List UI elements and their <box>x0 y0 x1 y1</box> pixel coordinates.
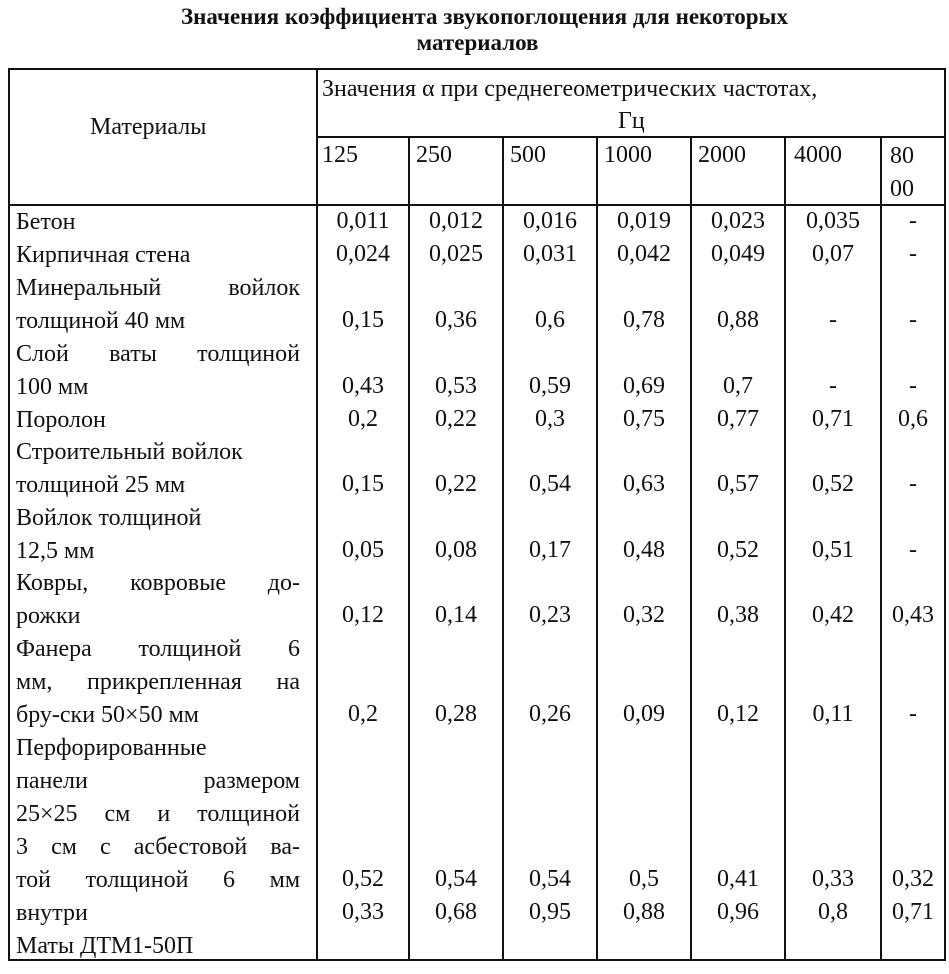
header-unit: Гц <box>618 108 645 134</box>
material-dtm-mats <box>16 930 300 963</box>
material-line: Слой ваты толщиной <box>16 341 300 367</box>
value-cell: 0,07 <box>812 241 854 267</box>
value-cell: 0,57 <box>717 471 759 497</box>
material-line: 25×25 см и толщиной <box>16 801 300 827</box>
material-line: Войлок толщиной <box>16 505 202 531</box>
value-cell: 0,14 <box>435 602 477 628</box>
material-building-felt <box>16 436 300 502</box>
material-line: Поролон <box>16 407 106 433</box>
value-cell: 0,012 <box>429 208 483 234</box>
material-line: Перфорированные <box>16 735 207 761</box>
value-cell: 0,011 <box>336 208 390 234</box>
header-freq-125: 125 <box>322 142 358 168</box>
value-cell: 0,96 <box>717 899 759 925</box>
header-values: Значения α при среднегеометрических частотах, <box>322 76 818 102</box>
value-cell: 0,43 <box>342 373 384 399</box>
material-line: толщиной 40 мм <box>16 308 186 334</box>
material-line: бру-ски 50×50 мм <box>16 702 199 728</box>
title-line-1: Значения коэффициента звукопоглощения для некоторых <box>181 4 788 29</box>
material-line: Строительный войлок <box>16 439 243 465</box>
value-cell: 0,52 <box>717 537 759 563</box>
value-cell: - <box>909 241 917 267</box>
material-felt <box>16 502 300 568</box>
value-cell: 0,28 <box>435 701 477 727</box>
material-line: Кирпичная стена <box>16 242 191 268</box>
value-cell: 0,15 <box>342 471 384 497</box>
value-cell: 0,43 <box>892 602 934 628</box>
value-cell: 0,52 <box>812 471 854 497</box>
value-cell: 0,69 <box>623 373 665 399</box>
value-cell: 0,3 <box>535 406 565 432</box>
value-cell: 0,049 <box>711 241 765 267</box>
value-cell: 0,68 <box>435 899 477 925</box>
header-freq-4000: 4000 <box>794 142 842 168</box>
material-line: 12,5 мм <box>16 538 95 564</box>
material-line: 100 мм <box>16 374 89 400</box>
header-freq-500: 500 <box>510 142 546 168</box>
value-cell: 0,78 <box>623 307 665 333</box>
value-cell: 0,52 <box>342 866 384 892</box>
value-cell: - <box>909 307 917 333</box>
value-cell: 0,53 <box>435 373 477 399</box>
value-cell: - <box>909 471 917 497</box>
value-cell: 0,23 <box>529 602 571 628</box>
value-cell: - <box>909 373 917 399</box>
value-cell: 0,95 <box>529 899 571 925</box>
material-line: мм, прикрепленная на <box>16 669 300 695</box>
value-cell: 0,025 <box>429 241 483 267</box>
value-cell: 0,48 <box>623 537 665 563</box>
value-cell: 0,54 <box>529 471 571 497</box>
header-freq-250: 250 <box>416 142 452 168</box>
value-cell: 0,17 <box>529 537 571 563</box>
value-cell: 0,05 <box>342 537 384 563</box>
value-cell: 0,63 <box>623 471 665 497</box>
value-cell: 0,15 <box>342 307 384 333</box>
value-cell: 0,36 <box>435 307 477 333</box>
header-divider-values <box>316 136 944 138</box>
material-cotton-wool <box>16 338 300 404</box>
material-line: 3 см с асбестовой ва- <box>16 834 300 860</box>
value-cell: 0,023 <box>711 208 765 234</box>
header-materials: Материалы <box>90 114 207 140</box>
value-cell: 0,031 <box>523 241 577 267</box>
value-cell: 0,6 <box>898 406 928 432</box>
value-cell: 0,71 <box>892 899 934 925</box>
material-line: панели размером <box>16 768 300 794</box>
value-cell: 0,42 <box>812 602 854 628</box>
material-concrete <box>16 206 300 239</box>
header-freq-2000: 2000 <box>698 142 746 168</box>
value-cell: 0,71 <box>812 406 854 432</box>
value-cell: 0,11 <box>812 701 854 727</box>
value-cell: 0,41 <box>717 866 759 892</box>
value-cell: 0,54 <box>529 866 571 892</box>
value-cell: 0,016 <box>523 208 577 234</box>
value-cell: 0,32 <box>892 866 934 892</box>
value-cell: 0,8 <box>818 899 848 925</box>
material-line: Ковры, ковровые до- <box>16 570 300 596</box>
value-cell: 0,08 <box>435 537 477 563</box>
material-line: рожки <box>16 603 81 629</box>
value-cell: 0,12 <box>717 701 759 727</box>
material-carpets <box>16 567 300 633</box>
title-line-2: материалов <box>416 30 539 55</box>
value-cell: 0,38 <box>717 602 759 628</box>
material-line: Маты ДТМ1-50П <box>16 933 194 959</box>
value-cell: 0,2 <box>348 406 378 432</box>
material-plywood <box>16 633 300 732</box>
value-cell: 0,09 <box>623 701 665 727</box>
material-line: той толщиной 6 мм <box>16 867 300 893</box>
value-cell: 0,26 <box>529 701 571 727</box>
value-cell: - <box>909 208 917 234</box>
material-line: внутри <box>16 900 88 926</box>
material-mineral-felt <box>16 272 300 338</box>
header-freq-1000: 1000 <box>604 142 652 168</box>
material-line: Бетон <box>16 209 76 235</box>
value-cell: 0,51 <box>812 537 854 563</box>
material-line: Фанера толщиной 6 <box>16 636 300 662</box>
absorption-table <box>8 68 946 961</box>
value-cell: - <box>909 537 917 563</box>
value-cell: 0,12 <box>342 602 384 628</box>
value-cell: 0,32 <box>623 602 665 628</box>
value-cell: 0,035 <box>806 208 860 234</box>
value-cell: 0,6 <box>535 307 565 333</box>
table-title <box>0 4 949 56</box>
value-cell: 0,59 <box>529 373 571 399</box>
value-cell: 0,22 <box>435 471 477 497</box>
header-freq-8000: 80 00 <box>890 143 914 202</box>
value-cell: - <box>829 373 837 399</box>
material-brick-wall <box>16 239 300 272</box>
value-cell: 0,75 <box>623 406 665 432</box>
value-cell: 0,7 <box>723 373 753 399</box>
material-line: Минеральный войлок <box>16 275 300 301</box>
value-cell: 0,54 <box>435 866 477 892</box>
material-foam <box>16 404 300 437</box>
value-cell: 0,5 <box>629 866 659 892</box>
value-cell: 0,33 <box>812 866 854 892</box>
value-cell: 0,22 <box>435 406 477 432</box>
value-cell: - <box>829 307 837 333</box>
value-cell: 0,88 <box>717 307 759 333</box>
value-cell: 0,042 <box>617 241 671 267</box>
value-cell: 0,77 <box>717 406 759 432</box>
value-cell: 0,88 <box>623 899 665 925</box>
value-cell: 0,2 <box>348 701 378 727</box>
value-cell: - <box>909 701 917 727</box>
value-cell: 0,019 <box>617 208 671 234</box>
material-line: толщиной 25 мм <box>16 472 186 498</box>
value-cell: 0,33 <box>342 899 384 925</box>
value-cell: 0,024 <box>336 241 390 267</box>
material-perforated-panels <box>16 732 300 930</box>
